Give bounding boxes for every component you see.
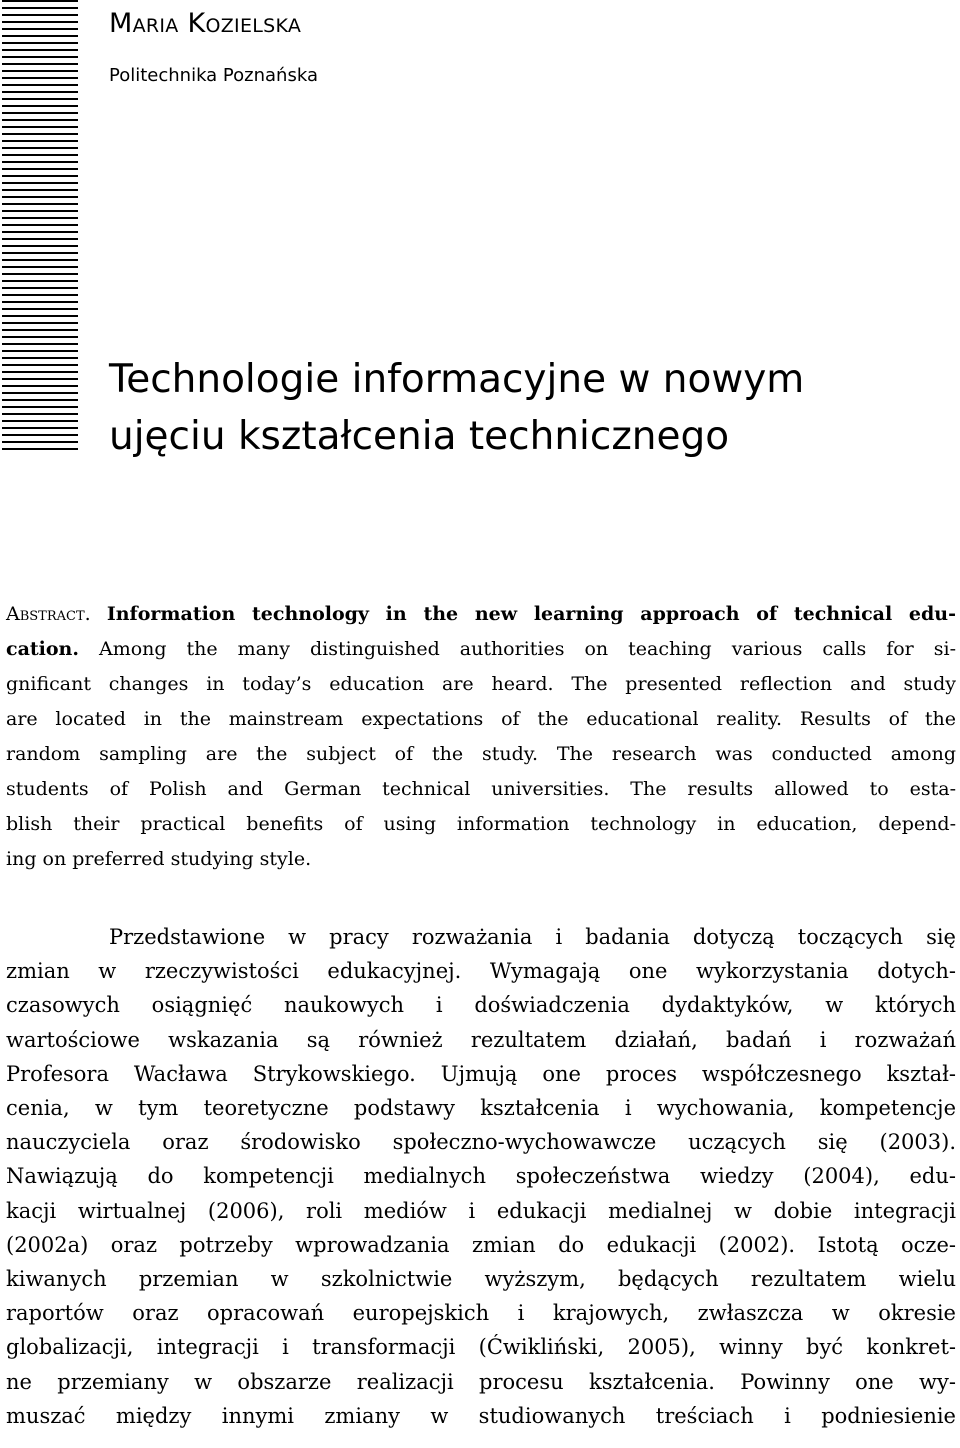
abstract-text: Among the many distinguished authorities on teaching various calls for si- — [78, 638, 956, 660]
abstract-line: blish their practical benefits of using information technology in education, depend- — [6, 813, 956, 835]
abstract-line: students of Polish and German technical universities. The results allowed to esta- — [6, 778, 956, 800]
abstract-line — [6, 597, 956, 632]
body-line: czasowych osiągnięć naukowych i doświadczenia dydaktyków, w których — [6, 993, 956, 1018]
abstract-title: cation. — [6, 638, 79, 660]
paper-title — [109, 351, 949, 465]
abstract-title: Information technology in the new learning approach of technical edu- — [106, 603, 957, 625]
title-line: ujęciu kształcenia technicznego — [109, 414, 730, 459]
author-name: Maria Kozielska — [109, 8, 302, 39]
body-line: kiwanych przemian w szkolnictwie wyższym, będących rezultatem wielu — [6, 1267, 956, 1292]
abstract — [6, 597, 956, 877]
body-line: (2002a) oraz potrzeby wprowadzania zmian do edukacji (2002). Istotą ocze- — [6, 1232, 956, 1257]
abstract-line: random sampling are the subject of the study. The research was conducted among — [6, 743, 956, 765]
abstract-line: ing on preferred studying style. — [6, 848, 312, 870]
body-line: nauczyciela oraz środowisko społeczno-wychowawcze uczących się (2003). — [6, 1130, 956, 1155]
body-line: Przedstawione w pracy rozważania i badania dotyczą toczących się — [109, 925, 956, 949]
body-line: Nawiązują do kompetencji medialnych społeczeństwa wiedzy (2004), edu- — [6, 1164, 956, 1189]
body-line: wartościowe wskazania są również rezultatem działań, badań i rozważań — [6, 1027, 956, 1052]
abstract-line — [6, 632, 956, 667]
abstract-label: Abstract. — [6, 603, 91, 625]
body-line: kacji wirtualnej (2006), roli mediów i edukacji medialnej w dobie integracji — [6, 1198, 956, 1223]
body-line: raportów oraz opracowań europejskich i krajowych, zwłaszcza w okresie — [6, 1301, 956, 1326]
body-paragraph — [6, 920, 956, 1433]
decorative-stripes — [2, 0, 78, 450]
body-line: cenia, w tym teoretyczne podstawy kształcenia i wychowania, kompetencje — [6, 1096, 956, 1121]
title-line: Technologie informacyjne w nowym — [109, 357, 805, 402]
body-line: Profesora Wacława Strykowskiego. Ujmują one proces współczesnego kształ- — [6, 1061, 956, 1086]
abstract-line: gnificant changes in today’s education are heard. The presented reflection and study — [6, 673, 956, 695]
body-line: globalizacji, integracji i transformacji (Ćwikliński, 2005), winny być konkret- — [6, 1335, 956, 1360]
body-line: zmian w rzeczywistości edukacyjnej. Wymagają one wykorzystania dotych- — [6, 959, 956, 984]
abstract-line: are located in the mainstream expectations of the educational reality. Results of the — [6, 708, 956, 730]
author-affiliation: Politechnika Poznańska — [109, 65, 318, 86]
body-line: muszać między innymi zmiany w studiowanych treściach i podniesienie — [6, 1403, 956, 1428]
body-line: ne przemiany w obszarze realizacji procesu kształcenia. Powinny one wy- — [6, 1369, 956, 1394]
